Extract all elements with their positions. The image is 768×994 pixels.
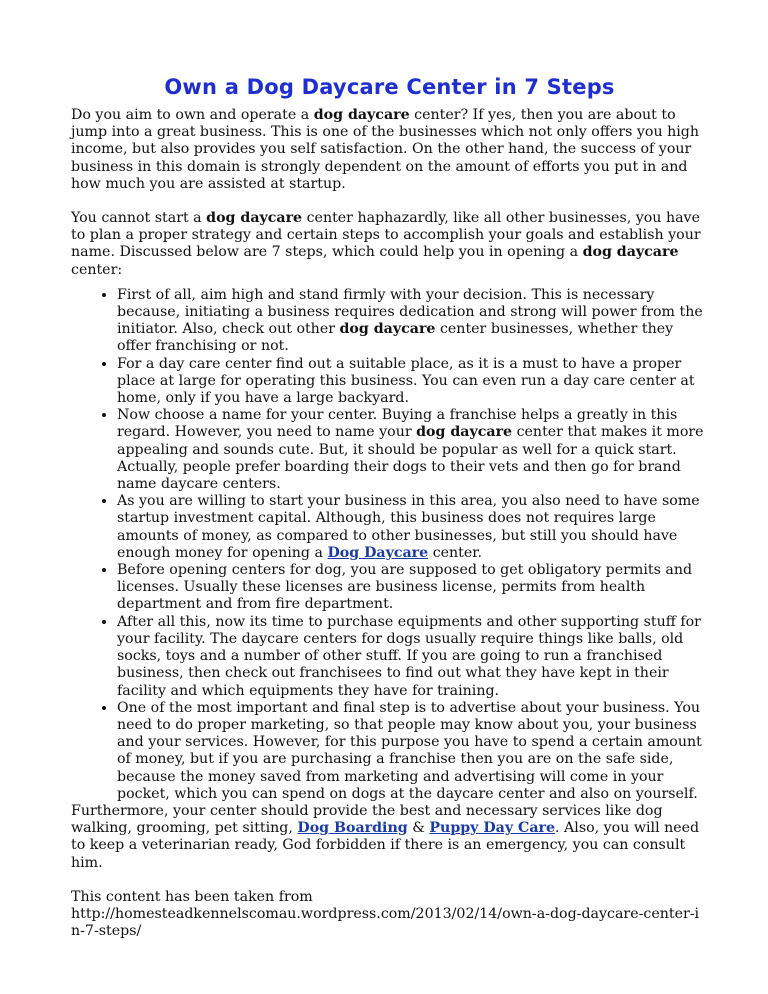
dog-daycare-link[interactable]: Dog Daycare xyxy=(327,544,429,561)
keyword: dog daycare xyxy=(313,107,410,123)
text: Now choose a name for your center. Buying a franchise helps a greatly in this regard. However, you need to name your xyxy=(117,407,678,441)
source-note xyxy=(71,889,708,941)
closing-paragraph xyxy=(71,803,708,872)
text: center that makes it more appealing and sounds cute. But, it should be popular as well for a quick start. Actually, people prefer boarding their dogs to their vets and then go for brand name daycare centers. xyxy=(117,424,704,493)
list-item: • After all this, now its time to purchase equipments and other supporting stuff for your facility. The daycare centers for dogs usually require things like balls, old socks, toys and a number of other stuff. If you are going to run a franchised business, then check out franchisees to find out what they have kept in their facility and which equipments they have for training. xyxy=(117,614,708,700)
keyword: dog daycare xyxy=(339,321,436,338)
dog-boarding-link[interactable]: Dog Boarding xyxy=(297,820,408,837)
keyword: dog daycare xyxy=(206,210,303,227)
text: center businesses, whether they offer franchising or not. xyxy=(117,321,674,355)
text: Do you aim to own and operate a xyxy=(71,107,314,123)
page-title: Own a Dog Daycare Center in 7 Steps xyxy=(164,75,615,99)
text: You cannot start a xyxy=(71,210,207,227)
source-label: This content has been taken from xyxy=(71,888,313,905)
steps-list xyxy=(71,287,708,803)
keyword: dog daycare xyxy=(416,424,513,441)
text: center? If yes, then you are about to jump into a great business. This is one of the businesses which not only offers you high income, but also provides you self satisfaction. On the other hand, the success of your business in this domain is strongly dependent on the amount of efforts you put in and how much you are assisted at startup. xyxy=(71,107,699,192)
list-item: • For a day care center find out a suitable place, as it is a must to have a proper place at large for operating this business. You can even run a day care center at home, only if you have a large backyard. xyxy=(117,356,708,408)
text: First of all, aim high and stand firmly with your decision. This is necessary because, initiating a business requires dedication and strong will power from the initiator. Also, check out other xyxy=(117,286,703,338)
source-url: http://homesteadkennelscomau.wordpress.com/2013/02/14/own-a-dog-daycare-center-in-7-steps/ xyxy=(71,905,700,940)
second-paragraph xyxy=(71,210,708,279)
puppy-day-care-link[interactable]: Puppy Day Care xyxy=(429,820,556,837)
list-item xyxy=(117,493,708,562)
text: & xyxy=(407,820,430,837)
list-item xyxy=(117,407,708,493)
keyword: dog daycare xyxy=(582,244,679,261)
text: Furthermore, your center should provide the best and necessary services like dog walking, grooming, pet sitting, xyxy=(71,802,663,837)
text: center haphazardly, like all other businesses, you have to plan a proper strategy and certain steps to accomplish your goals and establish your name. Discussed below are 7 steps, which could help you in opening a xyxy=(71,210,701,261)
list-item xyxy=(117,287,708,356)
list-item: • One of the most important and final step is to advertise about your business. You need to do proper marketing, so that people may know about you, your business and your services. However, for this purpose you have to spend a certain amount of money, but if you are purchasing a franchise then you are on the safe side, because the money saved from marketing and advertising will come in your pocket, which you can spend on dogs at the daycare center and also on yourself. xyxy=(117,700,708,803)
text: . Also, you will need to keep a veterinarian ready, God forbidden if there is an emergency, you can consult him. xyxy=(71,820,700,871)
intro-paragraph xyxy=(71,107,708,193)
text: center: xyxy=(71,261,123,278)
text: center. xyxy=(428,544,483,561)
text: As you are willing to start your business in this area, you also need to have some startup investment capital. Although, this business does not requires large amounts of money, as compared to other businesses, but still you should have enough money for opening a xyxy=(117,493,700,561)
list-item: • Before opening centers for dog, you are supposed to get obligatory permits and licenses. Usually these licenses are business license, permits from health department and from fire department. xyxy=(117,562,708,614)
